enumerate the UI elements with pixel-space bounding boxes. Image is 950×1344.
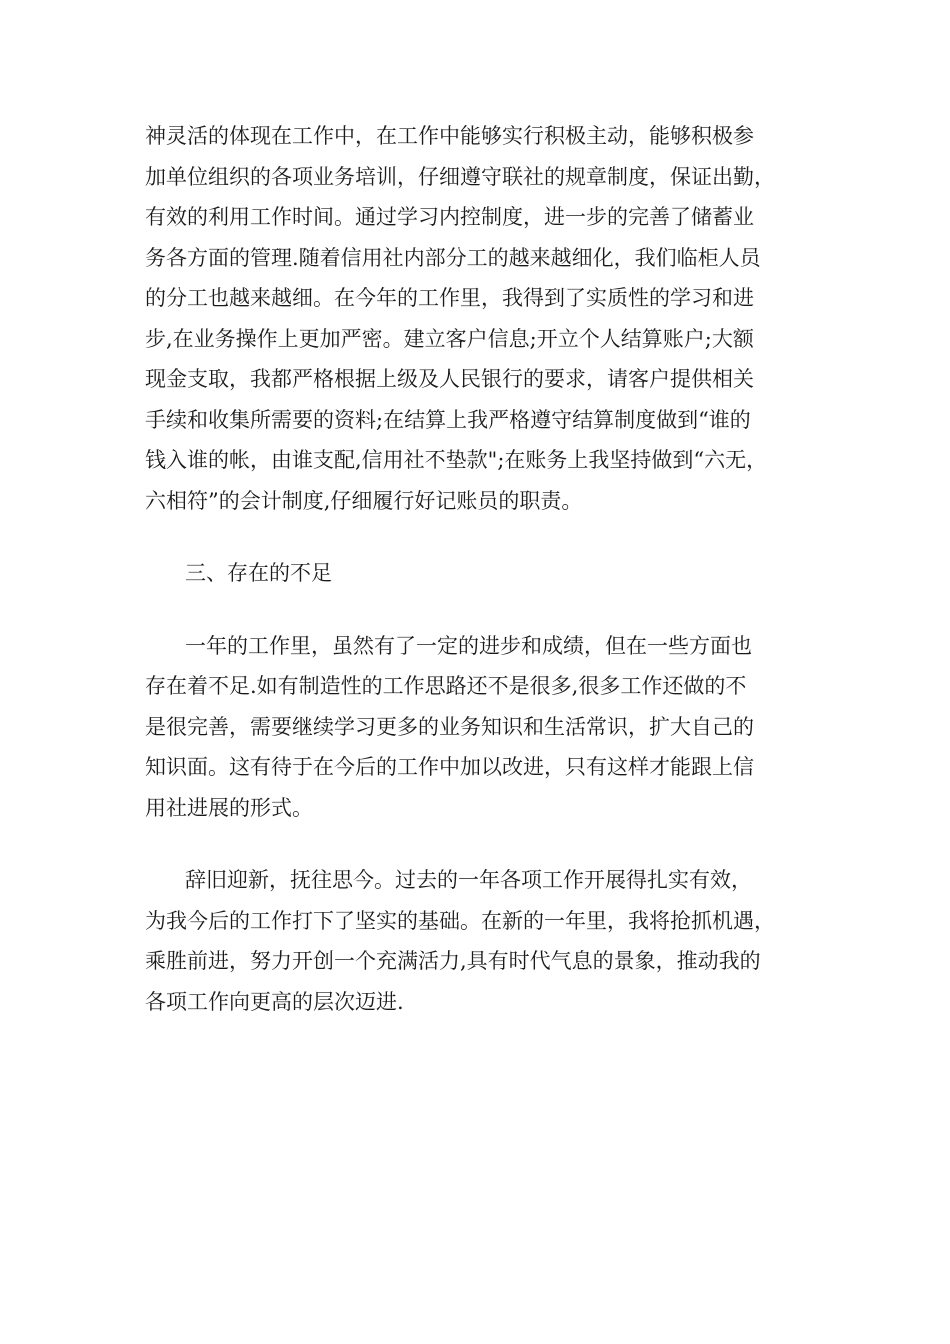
text-line: 现金支取，我都严格根据上级及人民银行的要求，请客户提供相关 <box>145 367 754 391</box>
paragraph-gap <box>145 594 815 626</box>
paragraph-gap <box>145 828 815 860</box>
section-heading-shortcomings <box>145 553 815 594</box>
text-line: 用社进展的形式。 <box>145 795 313 820</box>
paragraph-gap <box>145 521 815 553</box>
paragraph-shortcomings <box>145 626 815 829</box>
text-line: 务各方面的管理.随着信用社内部分工的越来越细化，我们临柜人员 <box>145 245 761 270</box>
text-line: 各项工作向更高的层次迈进. <box>145 989 404 1014</box>
text-line: 的分工也越来越细。在今年的工作里，我得到了实质性的学习和进 <box>145 286 754 310</box>
text-line: 为我今后的工作打下了坚实的基础。在新的一年里，我将抢抓机遇， <box>145 908 775 933</box>
text-line: 乘胜前进，努力开创一个充满活力,具有时代气息的景象，推动我的 <box>145 949 761 973</box>
text-line: 六相符”的会计制度,仔细履行好记账员的职责。 <box>145 488 583 513</box>
text-line: 加单位组织的各项业务培训，仔细遵守联社的规章制度，保证出勤， <box>145 164 775 189</box>
section-heading: 三、存在的不足 <box>185 561 332 585</box>
text-line: 步,在业务操作上更加严密。建立客户信息;开立个人结算账户;大额 <box>145 326 754 351</box>
text-line: 手续和收集所需要的资料;在结算上我严格遵守结算制度做到“谁的 <box>145 407 751 432</box>
paragraph-conclusion <box>145 860 815 1022</box>
text-line: 一年的工作里，虽然有了一定的进步和成绩，但在一些方面也 <box>185 633 752 658</box>
document-body <box>145 116 815 1022</box>
text-line: 神灵活的体现在工作中，在工作中能够实行积极主动，能够积极参 <box>145 124 754 148</box>
text-line: 是很完善，需要继续学习更多的业务知识和生活常识，扩大自己的 <box>145 714 754 739</box>
text-line: 钱入谁的帐，由谁支配,信用社不垫款";在账务上我坚持做到“六无， <box>145 448 768 472</box>
text-line: 知识面。这有待于在今后的工作中加以改进，只有这样才能跟上信 <box>145 755 754 779</box>
paragraph-work-attitude <box>145 116 815 521</box>
text-line: 有效的利用工作时间。通过学习内控制度，进一步的完善了储蓄业 <box>145 205 754 229</box>
text-line: 辞旧迎新，抚往思今。过去的一年各项工作开展得扎实有效， <box>185 868 752 892</box>
text-line: 存在着不足.如有制造性的工作思路还不是很多,很多工作还做的不 <box>145 674 747 698</box>
